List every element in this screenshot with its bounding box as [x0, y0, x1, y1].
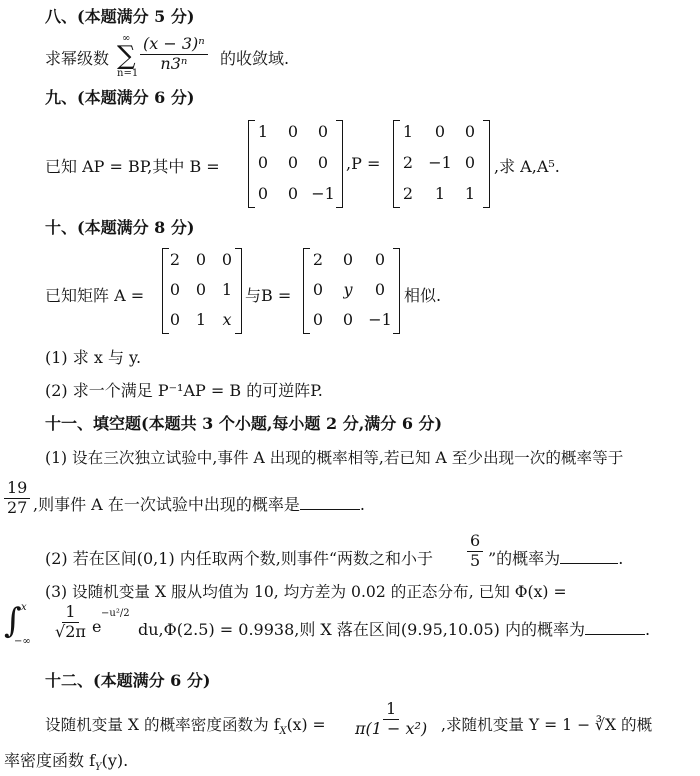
q11-p1-line2	[33, 492, 365, 515]
q11-p3-tail	[138, 617, 650, 640]
matrix-cell: −1	[311, 184, 335, 203]
q12-heading: 十二、(本题满分 6 分)	[45, 671, 211, 690]
matrix-cell: 0	[317, 153, 329, 172]
q10-heading: 十、(本题满分 8 分)	[45, 218, 195, 237]
matrix-cell: 1	[195, 310, 207, 329]
q12-line2-end: (y).	[101, 751, 129, 770]
q8-fraction	[140, 36, 208, 73]
matrix-cell: 2	[312, 250, 324, 269]
q11-p2-tail	[488, 546, 623, 569]
matrix-cell: 0	[287, 184, 299, 203]
q9-text-b: ,P =	[346, 154, 381, 173]
q12-text-a: 设随机变量 X 的概率密度函数为 f	[45, 716, 280, 734]
q11-heading: 十一、填空题(本题共 3 个小题,每小题 2 分,满分 6 分)	[45, 414, 443, 433]
answer-blank[interactable]	[300, 508, 360, 510]
matrix-cell: 0	[464, 122, 476, 141]
q11-p3-line1: (3) 设随机变量 X 服从均值为 10, 均方差为 0.02 的正态分布, 已知 Φ(x) =	[45, 583, 567, 601]
matrix-cell: 1	[402, 122, 414, 141]
q10-text-b: 与B =	[245, 286, 292, 305]
q8-sum-bottom: n=1	[117, 68, 139, 79]
q8-text-a: 求幂级数	[45, 49, 110, 68]
q11-p3-int-bottom: −∞	[14, 636, 31, 647]
q11-p3-exp: e	[92, 617, 102, 636]
q11-p3-exp-sup: −u²/2	[101, 608, 130, 619]
q8-sum-symbol: ∑	[117, 41, 136, 71]
matrix-cell: 1	[464, 184, 476, 203]
q11-p2-fraction	[467, 533, 483, 570]
q10-matrix-b	[303, 248, 400, 334]
matrix-cell: 0	[342, 250, 354, 269]
q11-p1-line1: (1) 设在三次独立试验中,事件 A 出现的概率相等,若已知 A 至少出现一次的概率等于	[45, 449, 624, 467]
matrix-cell: x	[222, 310, 232, 329]
q11-p1-text: ,则事件 A 在一次试验中出现的概率是	[33, 495, 300, 514]
q11-p1-fraction	[4, 480, 30, 517]
q9-text-c: ,求 A,A⁵.	[494, 157, 560, 176]
matrix-cell: −1	[368, 310, 392, 329]
q10-matrix-a	[162, 248, 242, 334]
q11-p2-frac-num: 6	[467, 533, 483, 552]
matrix-cell: 0	[464, 153, 476, 172]
q12-frac-num: 1	[383, 701, 399, 720]
matrix-cell: 1	[257, 122, 269, 141]
matrix-cell: 2	[169, 250, 181, 269]
q12-fraction	[352, 701, 430, 738]
matrix-cell: 0	[312, 280, 324, 299]
answer-blank[interactable]	[585, 633, 645, 635]
q10-part1: (1) 求 x 与 y.	[45, 348, 142, 367]
matrix-cell: 0	[287, 153, 299, 172]
q11-p3-fraction	[52, 604, 89, 641]
q11-p1-frac-den: 27	[7, 497, 28, 517]
matrix-cell: 0	[195, 250, 207, 269]
matrix-cell: 0	[169, 280, 181, 299]
matrix-cell: 0	[257, 153, 269, 172]
matrix-cell: 0	[257, 184, 269, 203]
matrix-cell: 0	[287, 122, 299, 141]
q8-text-b: 的收敛域.	[220, 49, 290, 68]
matrix-cell: 0	[374, 280, 386, 299]
q11-p3-frac-num: 1	[62, 604, 78, 623]
q11-p2-text-b: ”的概率为	[488, 549, 561, 568]
q8-frac-den: n3ⁿ	[160, 53, 188, 73]
q10-part2: (2) 求一个满足 P⁻¹AP = B 的可逆阵P.	[45, 381, 323, 400]
q12-text-b: (x) =	[286, 716, 326, 734]
q11-p2-frac-den: 5	[470, 550, 481, 570]
matrix-cell: 0	[317, 122, 329, 141]
matrix-cell: 1	[221, 280, 233, 299]
q10-text-c: 相似.	[404, 286, 442, 305]
q12-frac-den: π(1 − x²)	[355, 718, 428, 738]
q11-p2	[45, 546, 433, 569]
q8-heading: 八、(本题满分 5 分)	[45, 7, 195, 26]
matrix-cell: 0	[374, 250, 386, 269]
q11-p1-end: .	[359, 495, 365, 514]
q11-p2-text-a: (2) 若在区间(0,1) 内任取两个数,则事件“两数之和小于	[45, 549, 434, 568]
q10-text-a: 已知矩阵 A =	[45, 286, 145, 305]
q12-sub-x: X	[279, 726, 287, 738]
q12-line2	[4, 748, 128, 773]
matrix-cell: 0	[169, 310, 181, 329]
q9-text-a: 已知 AP = BP,其中 B =	[45, 157, 220, 176]
matrix-cell: −1	[428, 153, 452, 172]
q11-p3-integral: ∫	[4, 601, 22, 641]
q11-p1-frac-num: 19	[4, 480, 30, 499]
q11-p2-end: .	[618, 549, 624, 568]
q9-matrix-p	[393, 120, 490, 208]
q8-sum-top: ∞	[122, 33, 131, 44]
matrix-cell: 0	[221, 250, 233, 269]
q8-frac-num: (x − 3)ⁿ	[140, 36, 208, 55]
q9-matrix-b	[248, 120, 343, 208]
q12-line1	[45, 713, 326, 737]
q11-p3-frac-den: √2π	[55, 621, 86, 641]
q12-text-c: ,求随机变量 Y = 1 − ∛X 的概	[441, 716, 653, 734]
matrix-cell: 1	[434, 184, 446, 203]
matrix-cell: 0	[342, 310, 354, 329]
matrix-cell: y	[343, 280, 353, 299]
matrix-cell: 2	[402, 184, 414, 203]
q12-line2-text: 率密度函数 f	[4, 751, 96, 770]
answer-blank[interactable]	[560, 562, 618, 564]
matrix-cell: 0	[312, 310, 324, 329]
q11-p3-int-top: x	[21, 602, 27, 613]
q11-p3-end: .	[644, 620, 651, 639]
matrix-cell: 0	[434, 122, 446, 141]
q9-heading: 九、(本题满分 6 分)	[45, 88, 195, 107]
q11-p3-du: du,Φ(2.5) = 0.9938,则 X 落在区间(9.95,10.05) 内的概率为	[138, 620, 585, 639]
matrix-cell: 2	[402, 153, 414, 172]
matrix-cell: 0	[195, 280, 207, 299]
q12-sub-y: Y	[95, 762, 102, 774]
